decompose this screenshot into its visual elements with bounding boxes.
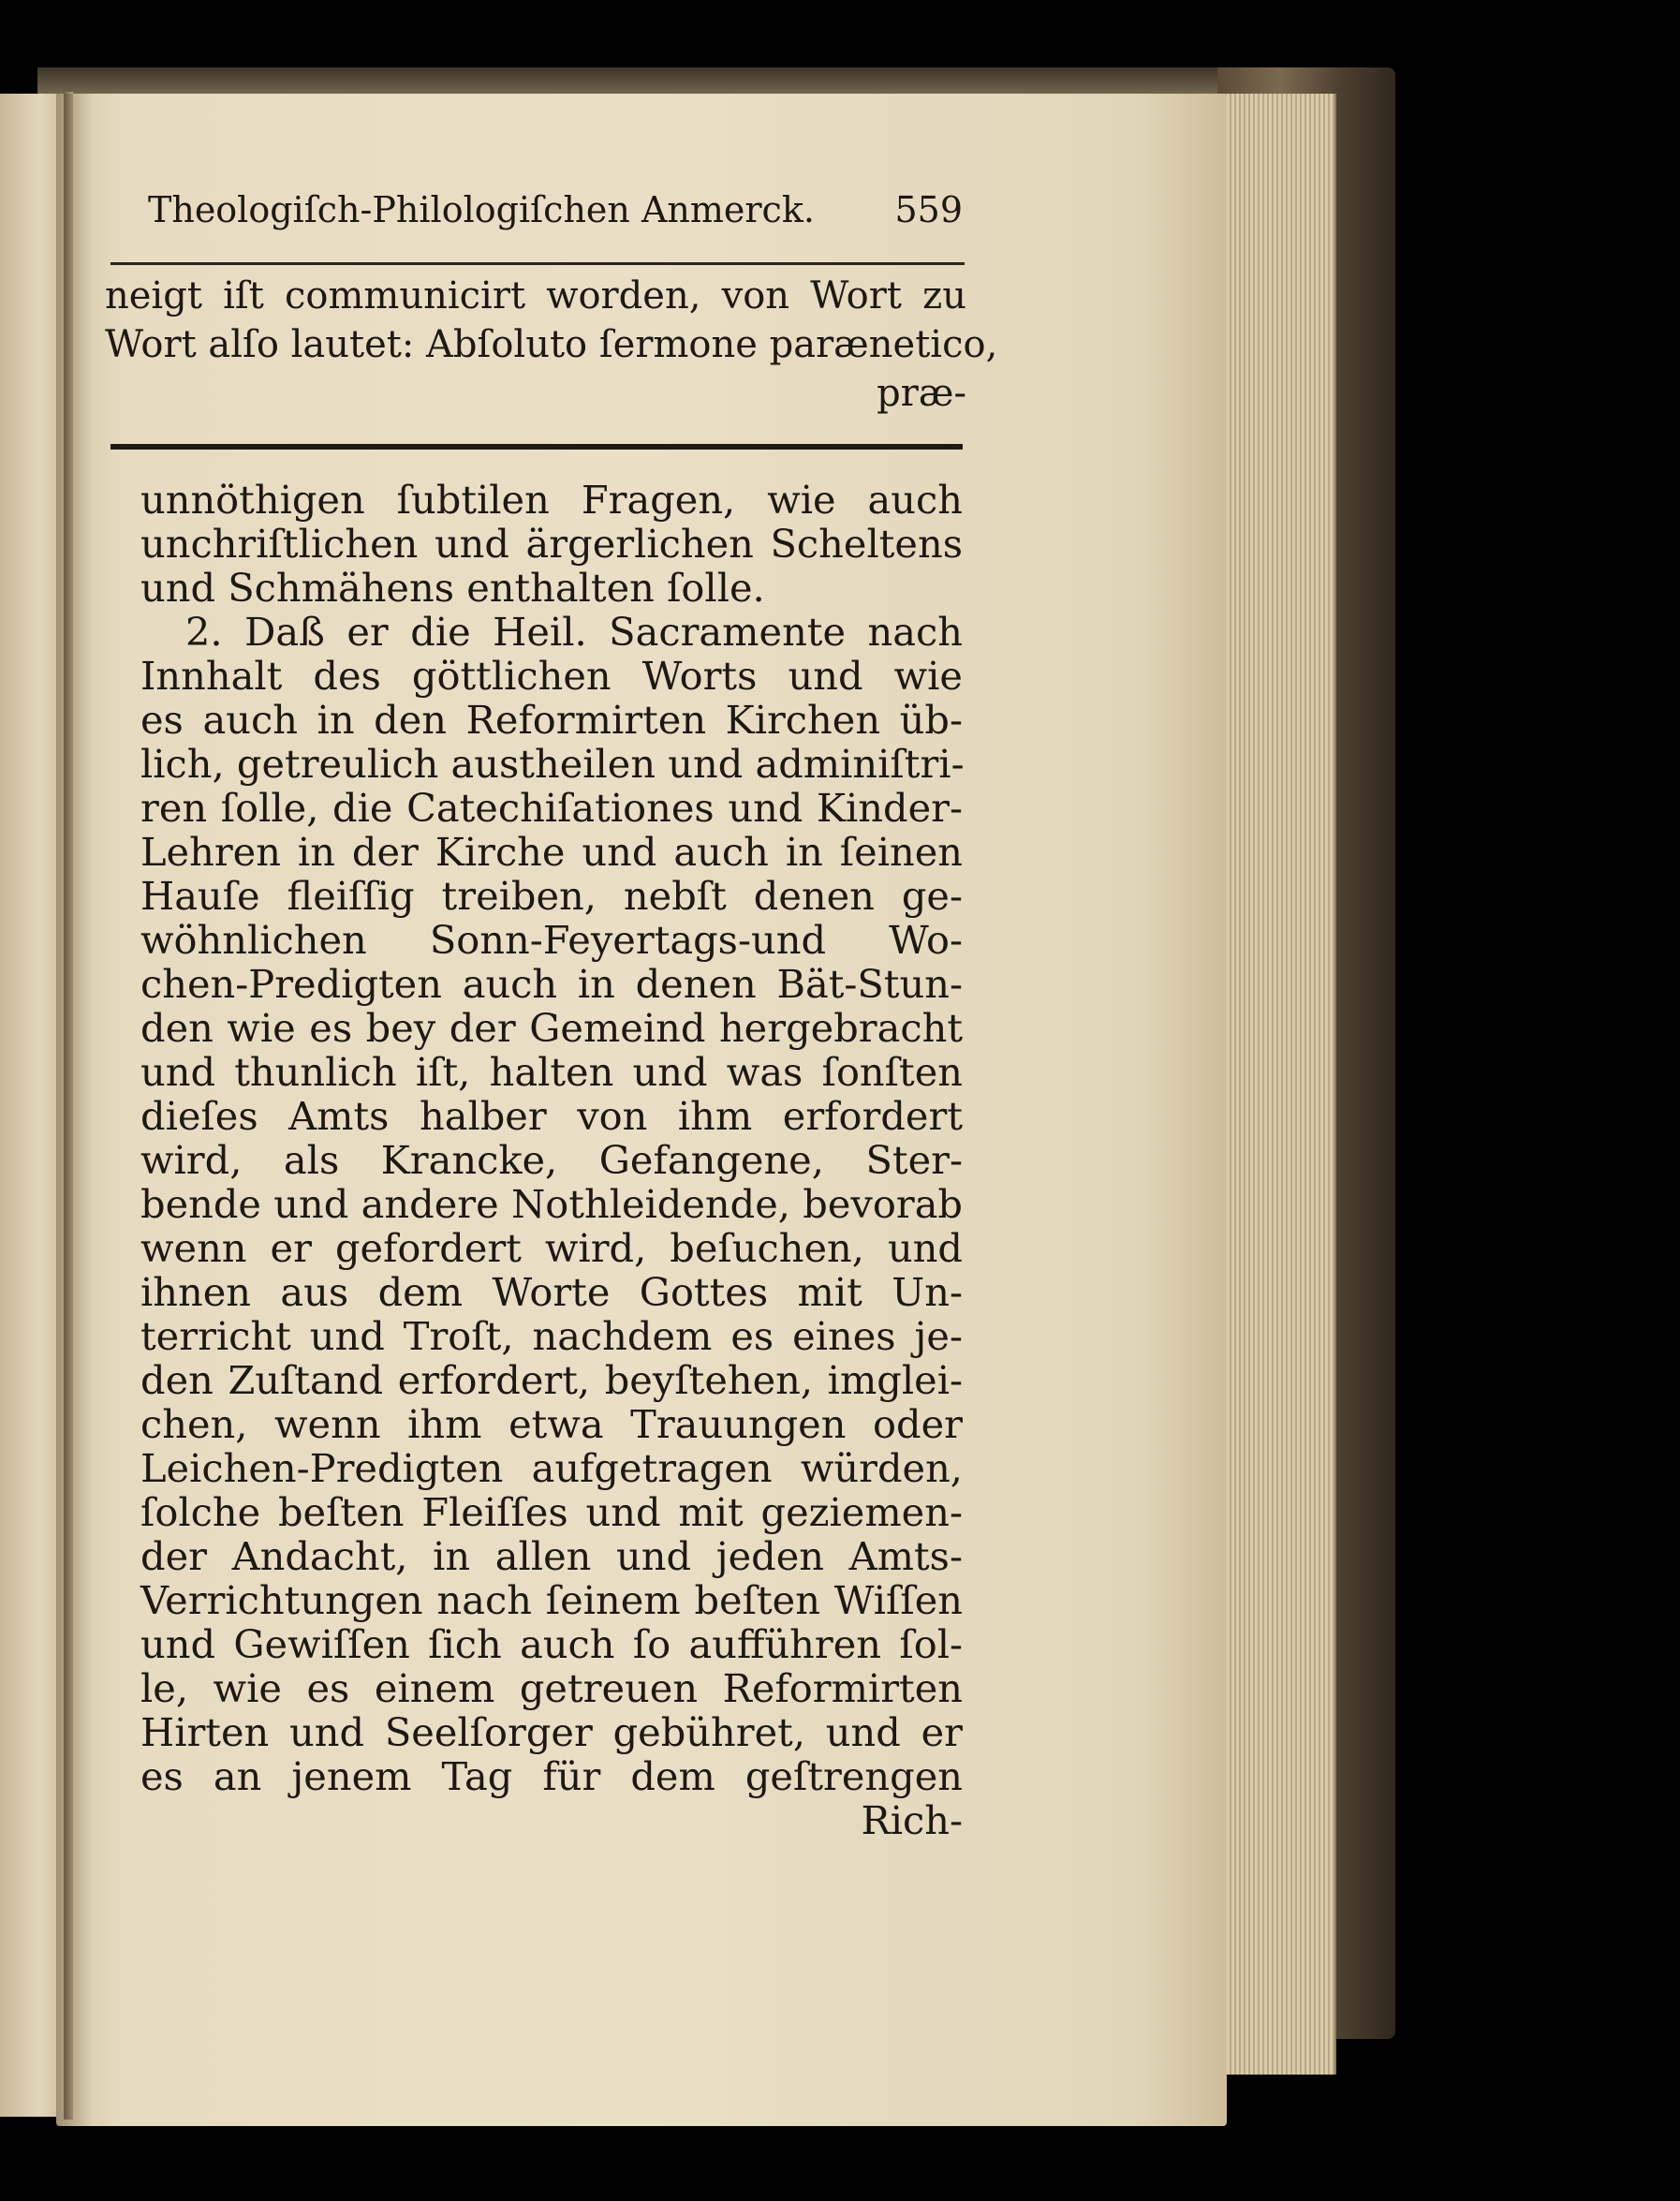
text-line: Verrichtungen nach ſeinem beſten Wiſſen (140, 1577, 963, 1623)
text-line: und Gewiſſen ſich auch ſo aufführen ſol- (140, 1621, 963, 1667)
text-line: dieſes Amts halber von ihm erfordert (140, 1093, 963, 1139)
footnote-line: neigt iſt communicirt worden, von Wort zu (105, 274, 966, 318)
text-line: ihnen aus dem Worte Gottes mit Un- (140, 1269, 963, 1315)
gutter-shadow (56, 94, 94, 2126)
text-line: es an jenem Tag für dem geſtrengen (140, 1753, 963, 1799)
text-line: Lehren in der Kirche und auch in ſeinen (140, 829, 963, 875)
page-number: 559 (894, 189, 963, 230)
text-line: unnöthigen ſubtilen Fragen, wie auch (140, 477, 963, 523)
running-header (148, 189, 963, 245)
text-line: Hauſe fleiſſig treiben, nebſt denen ge- (140, 873, 963, 919)
footnote-block (105, 272, 998, 418)
page-stack-edge (1213, 94, 1336, 2075)
text-line: bende und andere Nothleidende, bevorab (140, 1181, 963, 1227)
text-line: der Andacht, in allen und jeden Amts- (140, 1533, 963, 1579)
text-line: lich, getreulich austheilen und adminiſtri- (140, 741, 965, 787)
running-title: Theologiſch-Philologiſchen Anmerck. (148, 189, 815, 230)
footnote-line: Wort alſo lautet: Abſoluto ſermone parænetico, (105, 323, 998, 366)
text-line: terricht und Troſt, nachdem es eines je- (140, 1313, 963, 1359)
text-line: wöhnlichen Sonn-Feyertags-und Wo- (140, 917, 963, 963)
text-line: unchriſtlichen und ärgerlichen Scheltens (140, 521, 963, 567)
text-line: chen-Predigten auch in denen Bät-Stun- (140, 961, 963, 1007)
text-line: den wie es bey der Gemeind hergebracht (140, 1005, 963, 1051)
text-line: ren ſolle, die Catechiſationes und Kinder- (140, 785, 963, 831)
text-line: wird, als Krancke, Gefangene, Ster- (140, 1137, 963, 1183)
text-line: Innhalt des göttlichen Worts und wie (140, 653, 963, 699)
text-line: chen, wenn ihm etwa Trauungen oder (140, 1401, 963, 1447)
section-divider-rule (111, 444, 963, 450)
text-line: es auch in den Reformirten Kirchen üb- (140, 697, 963, 743)
text-line: wenn er gefordert wird, beſuchen, und (140, 1225, 963, 1271)
text-line: und thunlich iſt, halten und was ſonſten (140, 1049, 963, 1095)
text-line: ſolche beſten Fleiſſes und mit geziemen- (140, 1489, 963, 1535)
header-rule (111, 262, 965, 265)
catchword: Rich- (861, 1797, 963, 1843)
footnote-catchword: præ- (877, 372, 966, 415)
text-line: 2. Daß er die Heil. Sacramente nach (185, 609, 963, 655)
text-line: den Zuſtand erfordert, beyſtehen, imglei- (140, 1357, 963, 1403)
text-line: und Schmähens enthalten ſolle. (140, 565, 765, 611)
text-line: Hirten und Seelſorger gebühret, und er (140, 1709, 963, 1755)
body-text (140, 478, 963, 1842)
text-line: Leichen-Predigten aufgetragen würden, (140, 1445, 963, 1491)
text-line: le, wie es einem getreuen Reformirten (140, 1665, 963, 1711)
